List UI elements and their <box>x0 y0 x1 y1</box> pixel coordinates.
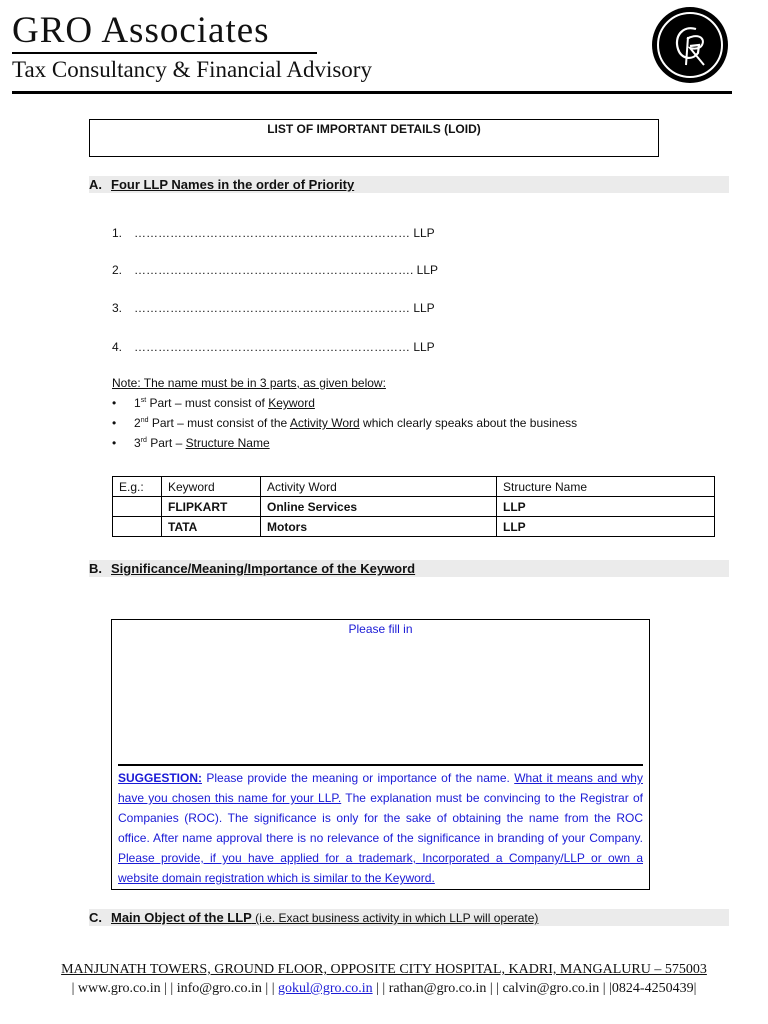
company-tagline: Tax Consultancy & Financial Advisory <box>12 57 372 82</box>
table-cell: TATA <box>162 517 261 537</box>
document-title: LIST OF IMPORTANT DETAILS (LOID) <box>267 122 481 136</box>
document-title-box <box>89 119 659 157</box>
table-header-cell: E.g.: <box>113 477 162 497</box>
gr-monogram-logo <box>652 7 728 83</box>
table-row <box>113 497 715 517</box>
table-cell: LLP <box>497 517 715 537</box>
letterhead-rule <box>12 91 732 94</box>
table-cell <box>113 497 162 517</box>
section-a-letter: A. <box>89 177 102 192</box>
section-a-header <box>89 176 729 193</box>
email-link[interactable]: gokul@gro.co.in <box>278 981 373 996</box>
section-c-letter: C. <box>89 910 102 925</box>
table-cell: Motors <box>261 517 497 537</box>
table-header-cell: Structure Name <box>497 477 715 497</box>
footer-address: MANJUNATH TOWERS, GROUND FLOOR, OPPOSITE CITY HOSPITAL, KADRI, MANGALURU – 575003 <box>61 962 707 977</box>
table-cell: Online Services <box>261 497 497 517</box>
table-header-cell: Activity Word <box>261 477 497 497</box>
section-b-title: Significance/Meaning/Importance of the Keyword <box>111 561 416 576</box>
company-name: GRO Associates <box>12 10 270 51</box>
llp-name-line-1[interactable]: 1. …………………………………………………………… LLP <box>112 226 435 240</box>
llp-name-line-3[interactable]: 3. …………………………………………………………… LLP <box>112 301 435 315</box>
name-parts-note: Note: The name must be in 3 parts, as given below: <box>112 376 386 390</box>
section-c-title: Main Object of the LLP (i.e. Exact business activity in which LLP will operate) <box>111 910 539 925</box>
table-cell <box>113 517 162 537</box>
name-part-bullet-1: • 1st Part – must consist of Keyword <box>112 396 315 410</box>
keyword-significance-input[interactable] <box>111 619 650 890</box>
llp-name-line-4[interactable]: 4. …………………………………………………………… LLP <box>112 340 435 354</box>
section-b-letter: B. <box>89 561 102 576</box>
section-c-header <box>89 909 729 926</box>
table-header-row <box>113 477 715 497</box>
table-header-cell: Keyword <box>162 477 261 497</box>
section-a-title: Four LLP Names in the order of Priority <box>111 177 355 192</box>
table-cell: FLIPKART <box>162 497 261 517</box>
name-part-bullet-3: • 3rd Part – Structure Name <box>112 436 270 450</box>
table-row <box>113 517 715 537</box>
section-b-header <box>89 560 729 577</box>
table-cell: LLP <box>497 497 715 517</box>
footer-contacts: | www.gro.co.in | | info@gro.co.in | | gokul@gro.co.in | | rathan@gro.co.in | | calvin@gro.co.in | |0824-4250439| <box>71 981 697 996</box>
letterhead-rule-short <box>12 52 317 54</box>
suggestion-text: SUGGESTION: Please provide the meaning or importance of the name. What it means and why have you chosen this name for your LLP. The explanation must be convincing to the Registrar of Companies (ROC). The significance is only for the sake of obtaining the name from the ROC office. After name approval there is no relevance of the significance in branding of your Company. Please provide, if you have applied for a trademark, Incorporated a Company/LLP or own a website domain registration which is similar to the Keyword. <box>118 771 643 885</box>
suggestion-divider <box>118 764 643 766</box>
name-part-bullet-2: • 2nd Part – must consist of the Activity Word which clearly speaks about the business <box>112 416 578 430</box>
llp-name-line-2[interactable]: 2. ……………………………………………………………. LLP <box>112 263 439 277</box>
llp-example-table <box>112 476 715 537</box>
fill-in-placeholder: Please fill in <box>348 622 413 636</box>
